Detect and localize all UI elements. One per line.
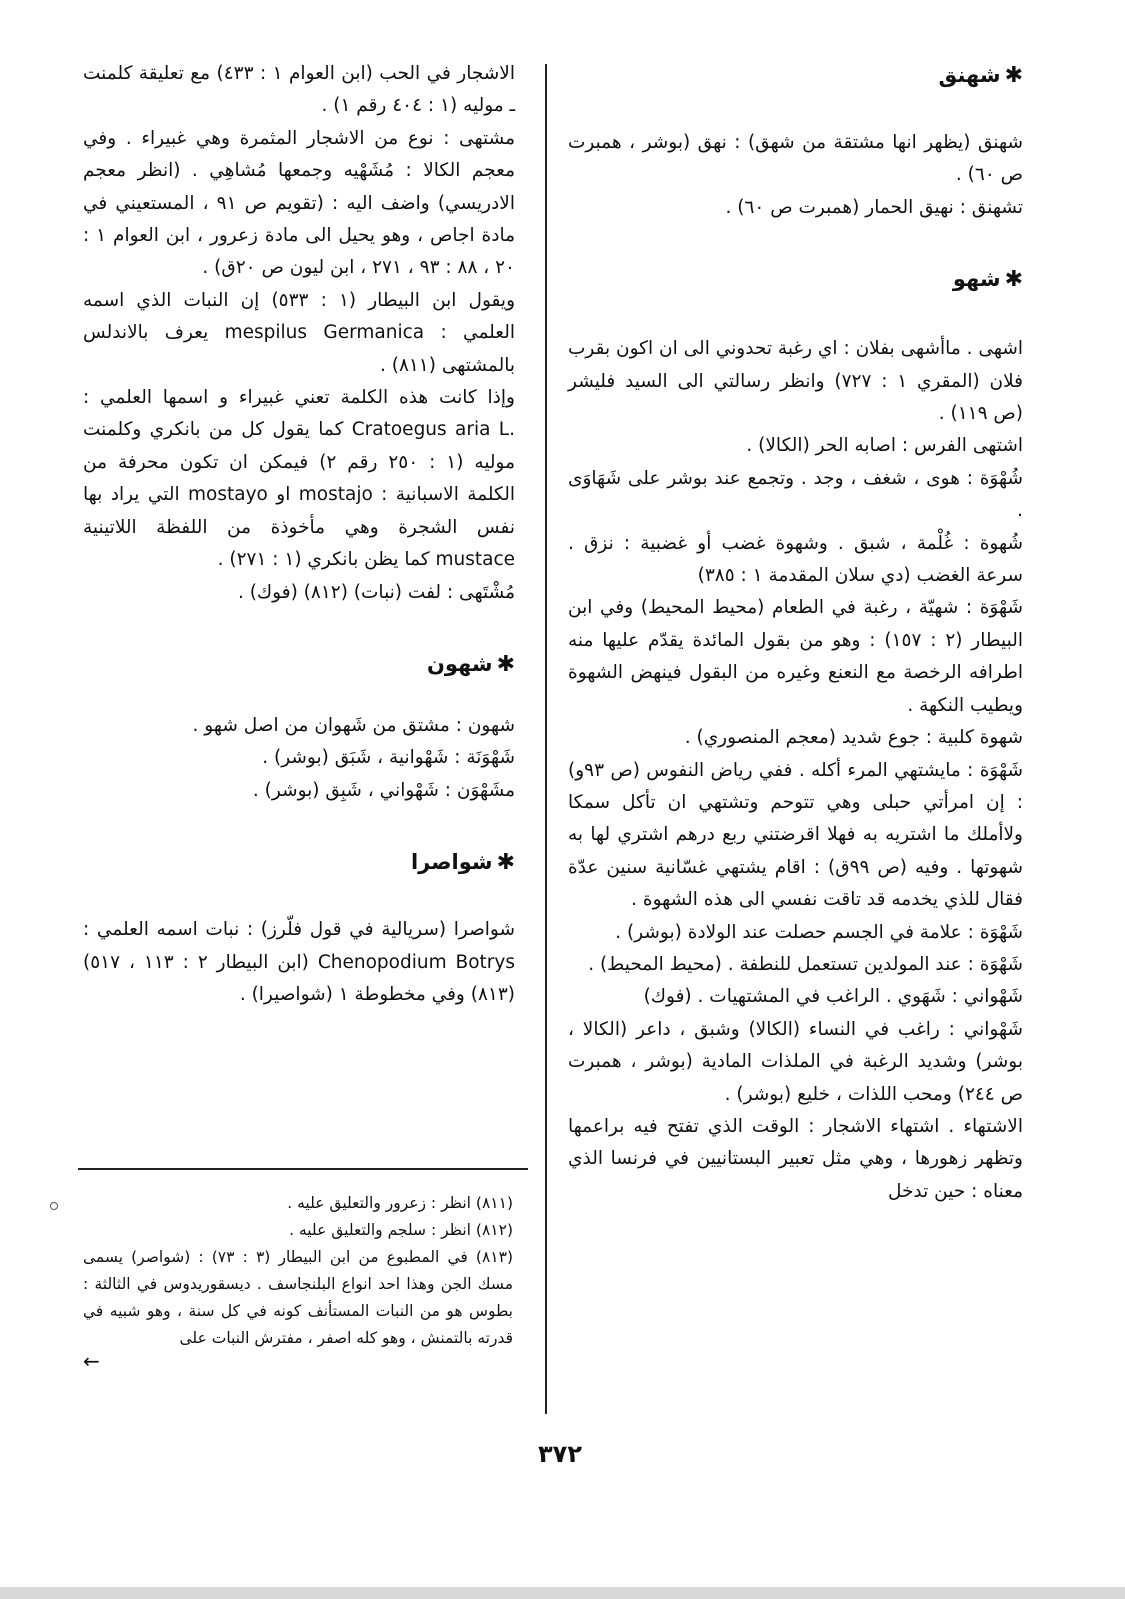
continuation-arrow-icon: ← <box>83 1349 100 1373</box>
asterisk-icon: ✱ <box>496 651 515 677</box>
footnotes <box>83 1190 514 1373</box>
entry-paragraph: مُشْتَهى : لفت (نبات) (٨١٢) (فوك) . <box>237 581 515 603</box>
entry-paragraph: شَهْوَة : علامة في الجسم حصلت عند الولادة (بوشر) . <box>615 921 1023 943</box>
entry-paragraph: مشتهى : نوع من الاشجار المثمرة وهي غبيراء . وفي معجم الكالا : مُشَهْيه وجمعها مُشاهِي . (انظر معجم الادريسي) واضف اليه : (تقويم ص ٩١ ، المستعيني في مادة اجاص ، وهو يحيل الى مادة زعرور ، ابن العوام ١ : ٢٠ ، ٨٨ : ٩٣ ، ٢٧١ ، ابن ليون ص ٢٠ق) . <box>83 127 515 279</box>
footnote-separator <box>78 1168 528 1170</box>
entry-paragraph: الاشتهاء . اشتهاء الاشجار : الوقت الذي تفتح فيه براعمها وتظهر زهورها ، وهي مثل تعبير البستانيين في فرنسا الذي معناه : حين تدخل <box>568 1115 1023 1202</box>
scan-edge <box>0 1587 1125 1599</box>
entry-paragraph: وإذا كانت هذه الكلمة تعني غبيراء و اسمها العلمي : .Cratoegus aria L كما يقول كل من بانكري وكلمنت موليه (١ : ٢٥٠ رقم ٢) فيمكن ان تكون محرفة من الكلمة الاسبانية : mostajo او mostayo التي يراد بها نفس الشجرة وهي مأخوذة من اللفظة اللاتينية mustace كما يظن بانكري (١ : ٢٧١) . <box>83 387 516 571</box>
entry-paragraph: شُهْوَة : هوى ، شغف ، وجد . وتجمع عند بوشر على شَهَاوَى . <box>568 467 1023 522</box>
footnote: (٨١١) انظر : زعرور والتعليق عليه . <box>287 1194 513 1212</box>
entry-paragraph: شُهوة : غُلْمة ، شبق . وشهوة غضب أو غضبية : نزق . سرعة الغضب (دي سلان المقدمة ١ : ٣٨٥) <box>568 532 1023 587</box>
entry-paragraph: ويقول ابن البيطار (١ : ٥٣٣) إن النبات الذي اسمه العلمي : mespilus Germanica يعرف بالاندلس بالمشتهى (٨١١) . <box>83 289 515 376</box>
column-divider <box>545 64 547 1414</box>
entry-paragraph: شَهْوَنَة : شَهْوانية ، شَبَق (بوشر) . <box>262 747 515 769</box>
entry-paragraph: شواصرا (سريالية في قول فلّرز) : نبات اسمه العلمي : Chenopodium Botrys (ابن البيطار ٢ : ١١٣ ، ٥١٧) (٨١٣) وفي مخطوطة ١ (شواصيرا) . <box>83 919 515 1005</box>
entry-paragraph: مشَهْوَن : شَهْواني ، شَبِق (بوشر) . <box>252 779 515 801</box>
asterisk-icon: ✱ <box>1004 267 1023 293</box>
entry-paragraph: شَهْوَة : عند المولدين تستعمل للنطفة . (محيط المحيط) . <box>588 953 1023 975</box>
entry-paragraph: شَهْواني : راغب في النساء (الكالا) وشبق ، داعر (الكالا ، بوشر) وشديد الرغبة في الملذات المادية (بوشر ، همبرت ص ٢٤٤) ومحب اللذات ، خليع (بوشر) . <box>568 1018 1023 1105</box>
entry-paragraph: اشتهى الفرس : اصابه الحر (الكالا) . <box>746 435 1023 457</box>
footnote: (٨١٣) في المطبوع من ابن البيطار (٣ : ٧٣) : (شواصر) يسمى مسك الجن وهذا احد انواع البلنجاسف . ديسقوريدوس في الثالثة : بطوس هو من النبات المستأنف كونه في كل سنة ، وهو شبيه في قدرته بالتمنش ، وهو كله اصفر ، مفترش النبات على <box>83 1248 514 1347</box>
right-column <box>568 60 1023 1208</box>
headword-shahw: ✱شهو <box>952 267 1023 293</box>
entry-paragraph: شهنق (يظهر انها مشتقة من شهق) : نهق (بوشر ، همبرت ص ٦٠) . <box>568 132 1023 186</box>
asterisk-icon: ✱ <box>496 850 515 876</box>
entry-paragraph: شهون : مشتق من شَهوان من اصل شهو . <box>192 714 515 736</box>
scan-speck <box>50 1202 58 1210</box>
page-number: ٣٧٢ <box>538 1440 582 1468</box>
entry-paragraph: شَهْوَة : شهيّة ، رغبة في الطعام (محيط المحيط) وفي ابن البيطار (٢ : ١٥٧) : وهو من بقول المائدة يقدّم عليها منه اطرافه الرخصة مع النعنع وغيره من البقول فينهض الشهوة ويطيب النكهة . <box>568 597 1023 716</box>
footnote: (٨١٢) انظر : سلجم والتعليق عليه . <box>289 1221 513 1239</box>
entry-paragraph: اشهى . ماأشهى بفلان : اي رغبة تحدوني الى ان اكون بقرب فلان (المقري ١ : ٧٢٧) وانظر رسالتي الى السيد فليشر (ص ١١٩) . <box>568 338 1023 425</box>
headword-shahun: ✱شهون <box>426 651 515 677</box>
entry-paragraph: شهوة كلبية : جوع شديد (معجم المنصوري) . <box>684 727 1023 749</box>
left-column <box>83 58 515 1011</box>
entry-paragraph: تشهنق : نهيق الحمار (همبرت ص ٦٠) . <box>725 196 1023 218</box>
entry-paragraph: شَهْوَة : مايشتهي المرء أكله . ففي رياض النفوس (ص ٩٣و) : إن امرأتي حبلى وهي تتوحم وتشتهي ان تأكل سمكا ولاأملك ما اشتريه به فهلا اقرضتني ربع درهم اشتري لها به شهوتها . وفيه (ص ٩٩ق) : اقام يشتهي غسّانية سنين عدّة فقال للذي يخدمه قد تاقت نفسي الى هذه الشهوة . <box>568 759 1023 911</box>
asterisk-icon: ✱ <box>1004 63 1023 88</box>
entry-paragraph: شَهْواني : شَهَوي . الراغب في المشتهيات . (فوك) <box>643 986 1023 1008</box>
entry-paragraph: الاشجار في الحب (ابن العوام ١ : ٤٣٣) مع تعليقة كلمنت ـ موليه (١ : ٤٠٤ رقم ١) . <box>83 63 515 117</box>
headword-shawasira: ✱شواصرا <box>410 850 515 876</box>
headword-shahnaq: ✱شهنق <box>938 63 1023 88</box>
